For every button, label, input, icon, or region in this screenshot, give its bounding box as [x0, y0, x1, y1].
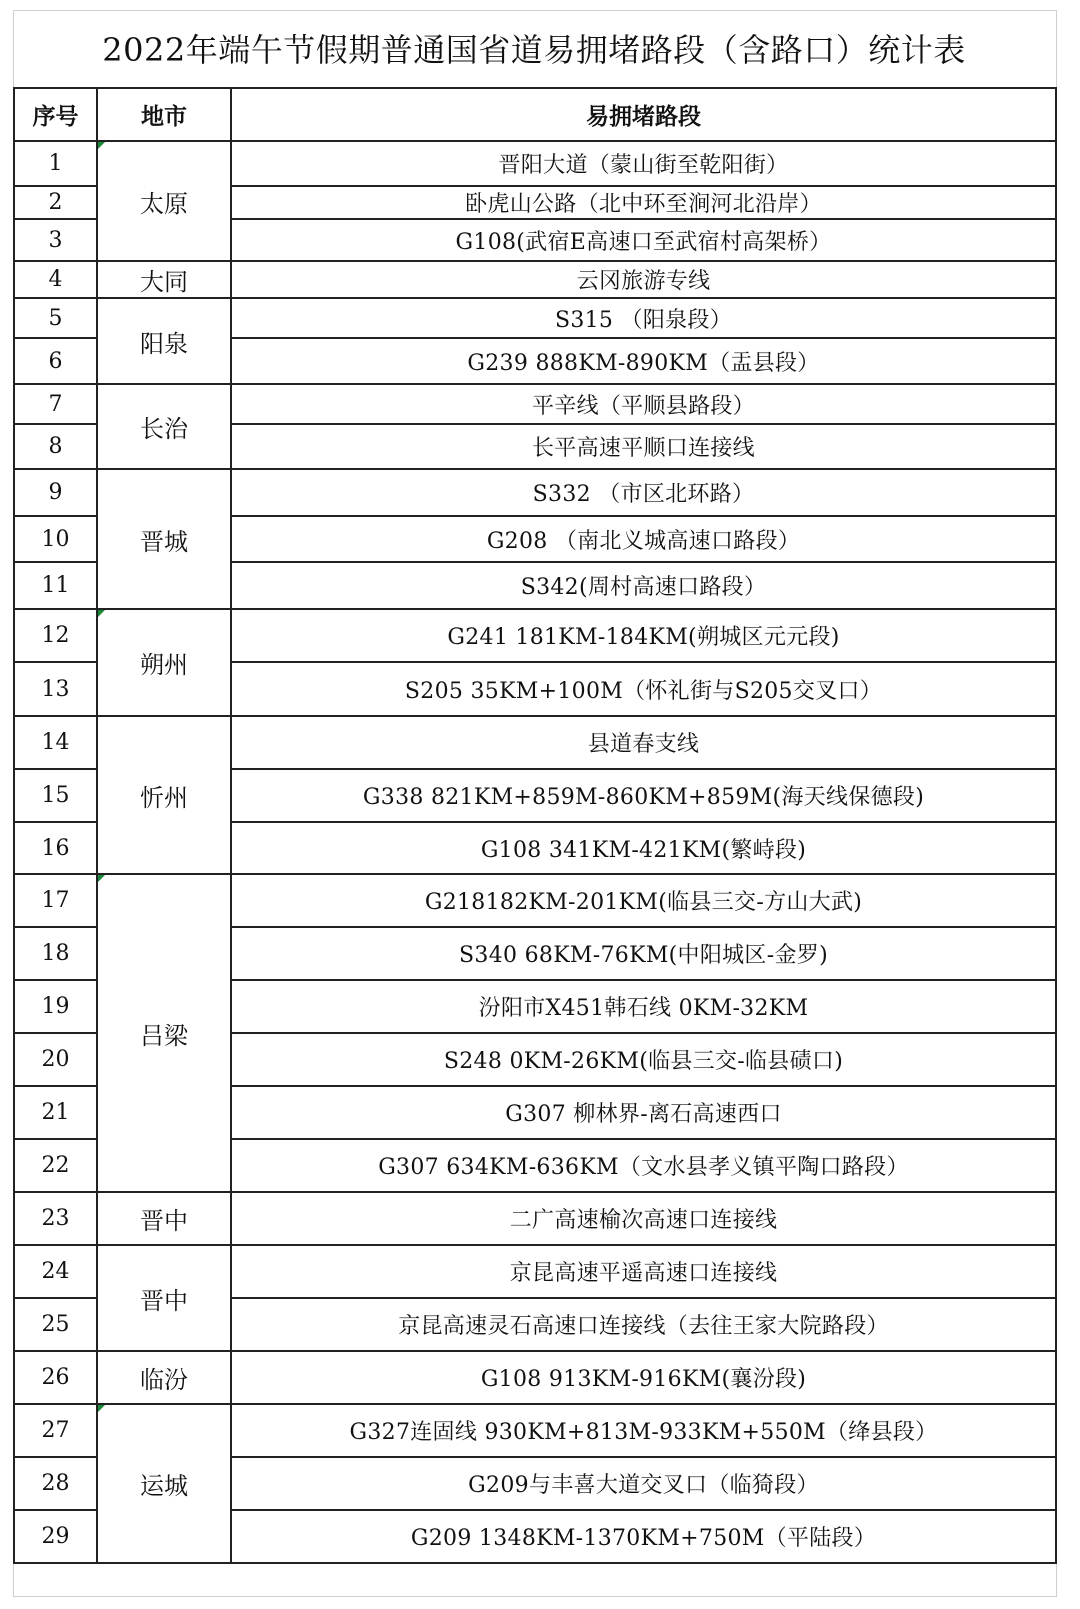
road-section-cell: 县道春支线 — [231, 716, 1056, 769]
city-name: 太原 — [140, 189, 188, 218]
row-number: 16 — [14, 822, 97, 874]
city-name: 长治 — [140, 415, 188, 443]
table-body — [14, 141, 1056, 1563]
city-name: 忻州 — [140, 783, 188, 812]
road-section-cell: G307 634KM-636KM（文水县孝义镇平陶口路段） — [231, 1139, 1056, 1192]
road-section-cell: G209 1348KM-1370KM+750M（平陆段） — [231, 1510, 1056, 1563]
row-number: 11 — [14, 562, 97, 609]
city-cell — [97, 469, 231, 609]
city-name: 大同 — [140, 268, 188, 296]
road-section-cell: G208 （南北义城高速口路段） — [231, 516, 1056, 562]
road-section-cell: 卧虎山公路（北中环至涧河北沿岸） — [231, 186, 1056, 219]
congestion-table — [13, 87, 1057, 1564]
road-section-cell: 京昆高速灵石高速口连接线（去往王家大院路段） — [231, 1298, 1056, 1351]
row-number: 28 — [14, 1457, 97, 1510]
city-cell — [97, 261, 231, 298]
row-number: 22 — [14, 1139, 97, 1192]
road-section-cell: 长平高速平顺口连接线 — [231, 424, 1056, 469]
city-name: 临汾 — [140, 1366, 188, 1394]
comment-marker-icon — [98, 142, 105, 149]
row-number: 23 — [14, 1192, 97, 1245]
row-number: 29 — [14, 1510, 97, 1563]
row-number: 3 — [14, 219, 97, 261]
city-cell — [97, 1351, 231, 1404]
city-cell — [97, 1245, 231, 1351]
table-row — [14, 261, 1056, 298]
row-number: 25 — [14, 1298, 97, 1351]
table-row — [14, 1245, 1056, 1298]
row-number: 7 — [14, 384, 97, 424]
city-cell — [97, 1192, 231, 1245]
road-section-cell: S342(周村高速口路段） — [231, 562, 1056, 609]
row-number: 19 — [14, 980, 97, 1033]
comment-marker-icon — [98, 1405, 105, 1412]
table-row — [14, 384, 1056, 424]
row-number: 1 — [14, 141, 97, 186]
road-section-cell: G241 181KM-184KM(朔城区元元段) — [231, 609, 1056, 662]
city-name: 朔州 — [140, 651, 188, 679]
road-section-cell: S332 （市区北环路） — [231, 469, 1056, 516]
row-number: 27 — [14, 1404, 97, 1457]
road-section-cell: 京昆高速平遥高速口连接线 — [231, 1245, 1056, 1298]
road-section-cell: 汾阳市X451韩石线 0KM-32KM — [231, 980, 1056, 1033]
city-cell — [97, 1404, 231, 1563]
header-seq: 序号 — [14, 88, 97, 141]
row-number: 5 — [14, 298, 97, 338]
table-row — [14, 716, 1056, 769]
city-name: 运城 — [140, 1472, 188, 1500]
road-section-cell: G108(武宿E高速口至武宿村高架桥） — [231, 219, 1056, 261]
road-section-cell: G218182KM-201KM(临县三交-方山大武) — [231, 874, 1056, 927]
row-number: 9 — [14, 469, 97, 516]
road-section-cell: G239 888KM-890KM（盂县段） — [231, 338, 1056, 384]
city-cell — [97, 298, 231, 384]
table-row — [14, 469, 1056, 516]
city-cell — [97, 716, 231, 874]
row-number: 24 — [14, 1245, 97, 1298]
table-row — [14, 1351, 1056, 1404]
city-cell — [97, 874, 231, 1192]
road-section-cell: S248 0KM-26KM(临县三交-临县碛口) — [231, 1033, 1056, 1086]
city-cell — [97, 384, 231, 469]
road-section-cell: 云冈旅游专线 — [231, 261, 1056, 298]
row-number: 10 — [14, 516, 97, 562]
row-number: 21 — [14, 1086, 97, 1139]
row-number: 4 — [14, 261, 97, 298]
table-row — [14, 298, 1056, 338]
road-section-cell: S315 （阳泉段） — [231, 298, 1056, 338]
header-city: 地市 — [97, 88, 231, 141]
row-number: 26 — [14, 1351, 97, 1404]
row-number: 14 — [14, 716, 97, 769]
road-section-cell: G209与丰喜大道交叉口（临猗段） — [231, 1457, 1056, 1510]
city-name: 晋中 — [140, 1286, 188, 1315]
table-row — [14, 1404, 1056, 1457]
row-number: 15 — [14, 769, 97, 822]
row-number: 20 — [14, 1033, 97, 1086]
row-number: 18 — [14, 927, 97, 980]
comment-marker-icon — [98, 875, 105, 882]
row-number: 12 — [14, 609, 97, 662]
table-row — [14, 141, 1056, 186]
row-number: 6 — [14, 338, 97, 384]
city-cell — [97, 609, 231, 716]
table-row — [14, 609, 1056, 662]
road-section-cell: 平辛线（平顺县路段） — [231, 384, 1056, 424]
row-number: 8 — [14, 424, 97, 469]
road-section-cell: S205 35KM+100M（怀礼街与S205交叉口） — [231, 662, 1056, 716]
city-name: 吕梁 — [140, 1021, 188, 1050]
table-row — [14, 874, 1056, 927]
table-row — [14, 1192, 1056, 1245]
header-road: 易拥堵路段 — [231, 88, 1056, 141]
road-section-cell: G338 821KM+859M-860KM+859M(海天线保德段) — [231, 769, 1056, 822]
road-section-cell: G108 341KM-421KM(繁峙段) — [231, 822, 1056, 874]
road-section-cell: S340 68KM-76KM(中阳城区-金罗) — [231, 927, 1056, 980]
row-number: 13 — [14, 662, 97, 716]
road-section-cell: G327连固线 930KM+813M-933KM+550M（绛县段） — [231, 1404, 1056, 1457]
page-title: 2022年端午节假期普通国省道易拥堵路段（含路口）统计表 — [102, 31, 966, 69]
road-section-cell: G307 柳林界-离石高速西口 — [231, 1086, 1056, 1139]
road-section-cell: 晋阳大道（蒙山街至乾阳街） — [231, 141, 1056, 186]
road-section-cell: 二广高速榆次高速口连接线 — [231, 1192, 1056, 1245]
row-number: 17 — [14, 874, 97, 927]
header-row — [14, 88, 1056, 141]
comment-marker-icon — [98, 610, 105, 617]
city-name: 阳泉 — [140, 329, 188, 358]
city-name: 晋中 — [140, 1207, 188, 1235]
city-name: 晋城 — [140, 527, 188, 556]
road-section-cell: G108 913KM-916KM(襄汾段) — [231, 1351, 1056, 1404]
city-cell — [97, 141, 231, 261]
row-number: 2 — [14, 186, 97, 219]
